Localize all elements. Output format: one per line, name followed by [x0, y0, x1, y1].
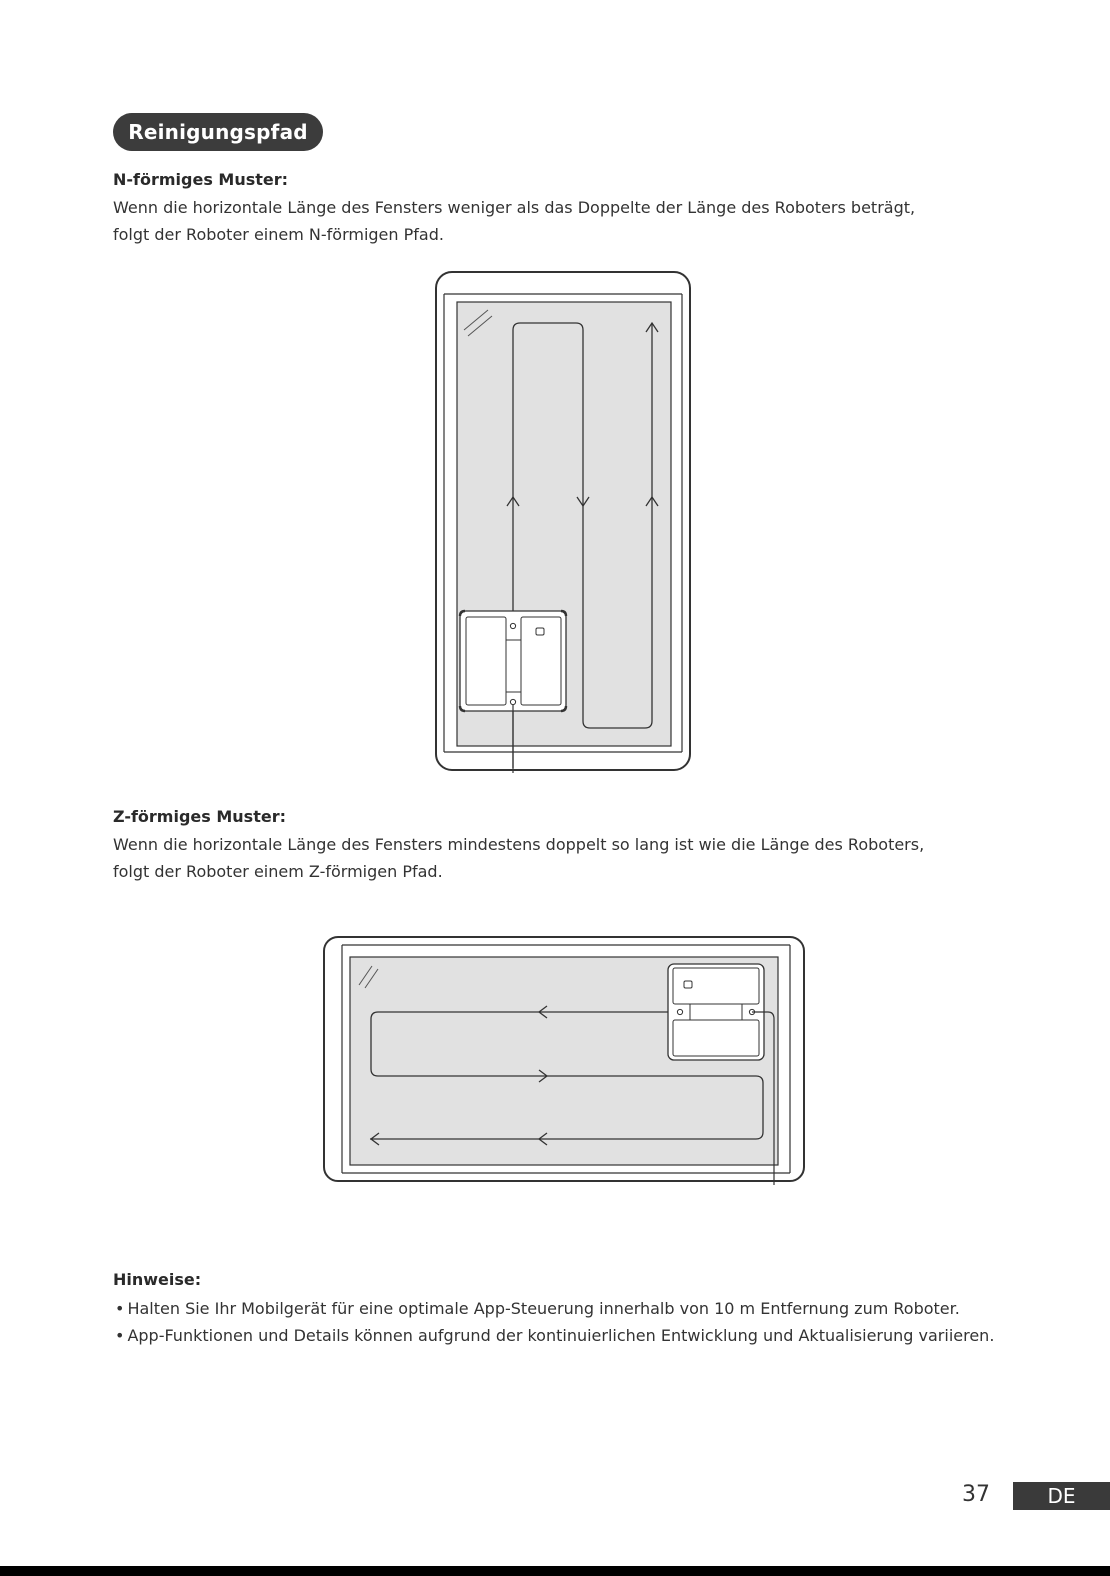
z-pattern-description [113, 831, 993, 885]
n-pattern-description [113, 194, 993, 248]
n-pattern-diagram [430, 268, 696, 776]
note-item: • App-Funktionen und Details können aufgrund der kontinuierlichen Entwicklung und Aktualisierung variieren. [113, 1322, 1013, 1349]
z-pattern-line-1: Wenn die horizontale Länge des Fensters mindestens doppelt so lang ist wie die Länge des Roboters, [113, 835, 925, 854]
page-number: 37 [962, 1482, 990, 1507]
bottom-border [0, 1566, 1110, 1576]
z-pattern-diagram [318, 933, 810, 1185]
n-pattern-line-2: folgt der Roboter einem N-förmigen Pfad. [113, 225, 444, 244]
notes-heading: Hinweise: [113, 1270, 202, 1289]
z-pattern-line-2: folgt der Roboter einem Z-förmigen Pfad. [113, 862, 443, 881]
notes-list [113, 1295, 1013, 1349]
section-title: Reinigungspfad [113, 113, 323, 151]
language-tab: DE [1013, 1482, 1110, 1510]
n-pattern-line-1: Wenn die horizontale Länge des Fensters weniger als das Doppelte der Länge des Roboters beträgt, [113, 198, 916, 217]
robot-icon [668, 964, 764, 1060]
robot-icon [460, 611, 566, 711]
z-pattern-heading: Z-förmiges Muster: [113, 807, 286, 826]
note-item: • Halten Sie Ihr Mobilgerät für eine optimale App-Steuerung innerhalb von 10 m Entfernung zum Roboter. [113, 1295, 1013, 1322]
n-pattern-heading: N-förmiges Muster: [113, 170, 289, 189]
